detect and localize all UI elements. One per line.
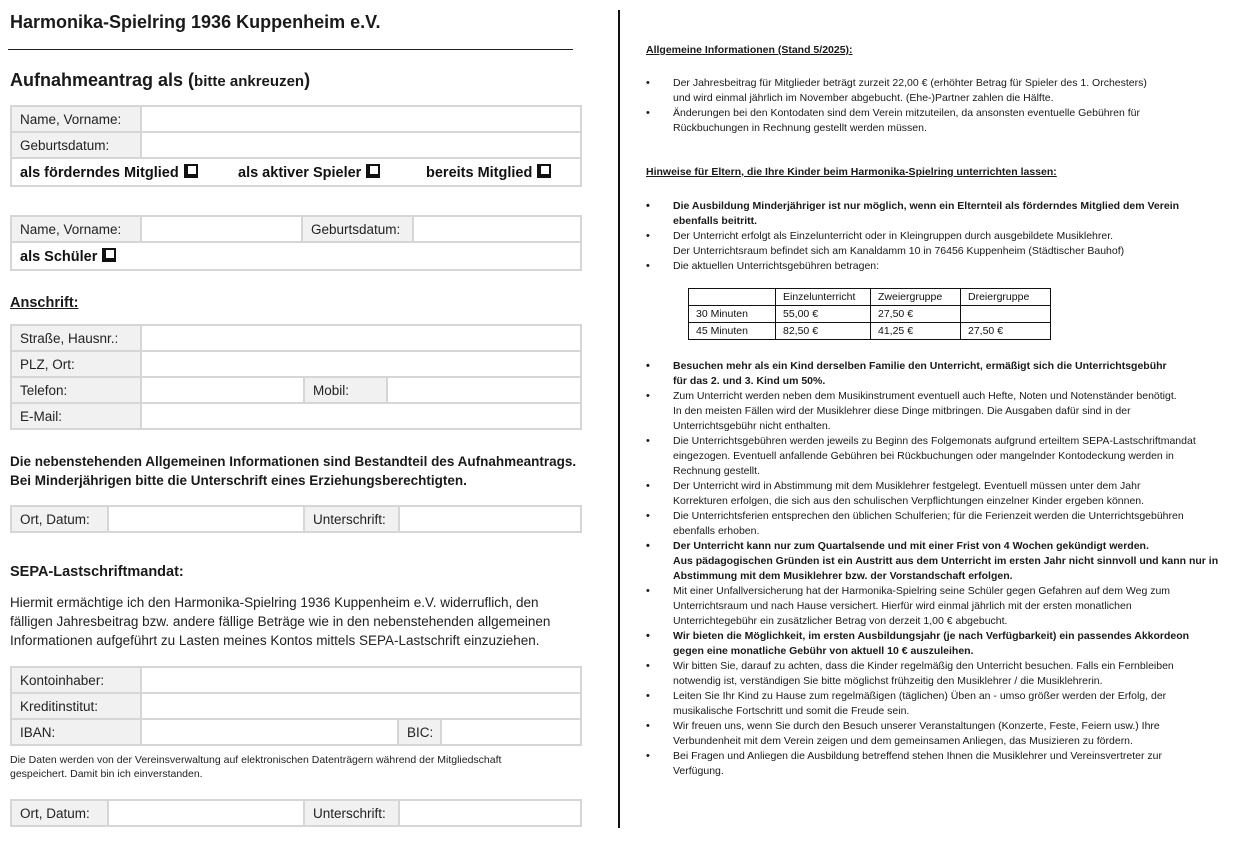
list-item: • Der Unterricht wird in Abstimmung mit dem Musiklehrer festgelegt. Eventuell müssen unter dem Jahr Korrekturen erfolgen, die sich aus den schulischen Verpflichtungen einzelner Kinder ergeben können. xyxy=(646,479,1231,509)
student-name-label: Name, Vorname: xyxy=(11,216,141,242)
phone-label: Telefon: xyxy=(11,377,141,403)
checkbox-icon[interactable] xyxy=(366,164,380,178)
option-student[interactable]: als Schüler xyxy=(20,248,116,265)
iban-label: IBAN: xyxy=(11,719,141,745)
bic-label: BIC: xyxy=(398,719,441,745)
parent-notes-list-bottom xyxy=(646,359,1231,779)
option-active-player[interactable]: als aktiver Spieler xyxy=(238,164,426,181)
checkbox-icon[interactable] xyxy=(184,164,198,178)
list-item: • Der Unterricht erfolgt als Einzelunterricht oder in Kleingruppen durch ausgebildete Musiklehrer. Der Unterrichtsraum befindet sich am Kanaldamm 10 in 76456 Kuppenheim (Städtischer Bauhof) xyxy=(646,229,1231,259)
privacy-notice: Die Daten werden von der Vereinsverwaltung auf elektronischen Datenträgern während der Mitgliedschaft gespeichert. Damit bin ich einverstanden. xyxy=(10,754,502,780)
checkbox-icon[interactable] xyxy=(537,164,551,178)
bank-field[interactable] xyxy=(141,693,581,719)
student-birthdate-field[interactable] xyxy=(413,216,581,242)
list-item: • Änderungen bei den Kontodaten sind dem Verein mitzuteilen, da ansonsten eventuelle Gebühren für Rückbuchungen in Rechnung gestellt werden müssen. xyxy=(646,106,1231,136)
list-item: • Die Unterrichtsgebühren werden jeweils zu Beginn des Folgemonats aufgrund erteiltem SEPA-Lastschriftmandat eingezogen. Eventuell anfallende Gebühren bei Rückbuchungen oder mangelnder Kontodeckung werden in Rechnung gestellt. xyxy=(646,434,1231,479)
student-birthdate-label: Geburtsdatum: xyxy=(302,216,413,242)
member-name-field[interactable] xyxy=(141,106,581,132)
street-label: Straße, Hausnr.: xyxy=(11,325,141,351)
list-item: • Die aktuellen Unterrichtsgebühren betragen: xyxy=(646,259,1231,274)
title-divider xyxy=(8,49,573,50)
sepa-place-date-label: Ort, Datum: xyxy=(11,800,108,826)
column-divider xyxy=(618,10,620,828)
table-row: 45 Minuten 82,50 € 41,25 € 27,50 € xyxy=(689,323,1051,340)
mobile-field[interactable] xyxy=(387,377,581,403)
account-holder-field[interactable] xyxy=(141,667,581,693)
address-table xyxy=(10,324,582,430)
bank-label: Kreditinstitut: xyxy=(11,693,141,719)
list-item: • Wir bieten die Möglichkeit, im ersten Ausbildungsjahr (je nach Verfügbarkeit) ein passendes Akkordeon gegen eine monatliche Gebühr von aktuell 10 € auszuleihen. xyxy=(646,629,1231,659)
bic-field[interactable] xyxy=(441,719,581,745)
account-holder-label: Kontoinhaber: xyxy=(11,667,141,693)
address-heading: Anschrift: xyxy=(10,295,79,311)
zip-city-label: PLZ, Ort: xyxy=(11,351,141,377)
student-option-row xyxy=(11,242,581,270)
sepa-place-date-field[interactable] xyxy=(108,800,304,826)
fee-table-header: Einzelunterricht Zweiergruppe Dreiergruppe xyxy=(689,289,1051,306)
consent-signature-table xyxy=(10,505,582,533)
general-info-list xyxy=(646,76,1231,136)
parent-notes-list-top xyxy=(646,199,1231,274)
general-info-heading: Allgemeine Informationen (Stand 5/2025): xyxy=(646,44,853,56)
membership-options-row xyxy=(11,158,581,186)
list-item: • Wir bitten Sie, darauf zu achten, dass die Kinder regelmäßig den Unterricht besuchen. Falls ein Fernbleiben notwendig ist, verständigen Sie bitte möglichst frühzeitig den Musiklehrer / die Musiklehrerin. xyxy=(646,659,1231,689)
sepa-mandate-text: Hiermit ermächtige ich den Harmonika-Spielring 1936 Kuppenheim e.V. widerruflich, den fälligen Jahresbeitrag bzw. andere fällige Beträge wie in den nebenstehenden allgemeinen Informationen aufgeführt zu Lasten meines Kontos mittels SEPA-Lastschrift einzuziehen. xyxy=(10,595,551,648)
sepa-signature-field[interactable] xyxy=(399,800,581,826)
list-item: • Die Unterrichtsferien entsprechen den üblichen Schulferien; für die Ferienzeit werden die Unterrichtsgebühren ebenfalls erhoben. xyxy=(646,509,1231,539)
application-heading: Aufnahmeantrag als (bitte ankreuzen) xyxy=(10,70,311,90)
list-item: • Der Unterricht kann nur zum Quartalsende und mit einer Frist von 4 Wochen gekündigt werden. Aus pädagogischen Gründen ist ein Austritt aus dem Unterricht im ersten Jahr nicht sinnvoll und kann nur in Abstimmung mit dem Musiklehrer bzw. der Vorstandschaft erfolgen. xyxy=(646,539,1231,584)
street-field[interactable] xyxy=(141,325,581,351)
member-form-table xyxy=(10,105,582,187)
consent-signature-label: Unterschrift: xyxy=(304,506,399,532)
consent-place-date-field[interactable] xyxy=(108,506,304,532)
email-label: E-Mail: xyxy=(11,403,141,429)
consent-text: Die nebenstehenden Allgemeinen Informationen sind Bestandteil des Aufnahmeantrags. Bei Minderjährigen bitte die Unterschrift eines Erziehungsberechtigten. xyxy=(10,454,577,488)
bank-details-table xyxy=(10,666,582,746)
list-item: • Besuchen mehr als ein Kind derselben Familie den Unterricht, ermäßigt sich die Unterrichtsgebühr für das 2. und 3. Kind um 50%. xyxy=(646,359,1231,389)
consent-signature-field[interactable] xyxy=(399,506,581,532)
list-item: • Mit einer Unfallversicherung hat der Harmonika-Spielring seine Schüler gegen Gefahren auf dem Weg zum Unterrichtsraum und nach Hause versichert. Hierfür wird einmal jährlich mit der ersten monatlichen Unterrichtegebühr ein zusätzlicher Betrag von derzeit 1,00 € abgebucht. xyxy=(646,584,1231,629)
member-birthdate-label: Geburtsdatum: xyxy=(11,132,141,158)
phone-field[interactable] xyxy=(141,377,304,403)
mobile-label: Mobil: xyxy=(304,377,387,403)
application-hint: bitte ankreuzen xyxy=(194,73,305,90)
list-item: • Die Ausbildung Minderjähriger ist nur möglich, wenn ein Elternteil als förderndes Mitglied dem Verein ebenfalls beitritt. xyxy=(646,199,1231,229)
list-item: • Leiten Sie Ihr Kind zu Hause zum regelmäßigen (täglichen) Üben an - umso größer werden der Erfolg, der musikalische Fortschritt und somit die Freude sein. xyxy=(646,689,1231,719)
option-supporting-member[interactable]: als förderndes Mitglied xyxy=(20,164,238,181)
student-form-table xyxy=(10,215,582,271)
club-title: Harmonika-Spielring 1936 Kuppenheim e.V. xyxy=(10,12,381,32)
iban-field[interactable] xyxy=(141,719,398,745)
list-item: • Der Jahresbeitrag für Mitglieder beträgt zurzeit 22,00 € (erhöhter Betrag für Spieler des 1. Orchesters) und wird einmal jährlich im November abgebucht. (Ehe-)Partner zahlen die Hälfte. xyxy=(646,76,1231,106)
consent-place-date-label: Ort, Datum: xyxy=(11,506,108,532)
member-birthdate-field[interactable] xyxy=(141,132,581,158)
sepa-signature-table xyxy=(10,799,582,827)
sepa-heading: SEPA-Lastschriftmandat: xyxy=(10,564,184,580)
table-row: 30 Minuten 55,00 € 27,50 € xyxy=(689,306,1051,323)
parent-notes-heading: Hinweise für Eltern, die Ihre Kinder beim Harmonika-Spielring unterrichten lassen: xyxy=(646,166,1057,178)
list-item: • Wir freuen uns, wenn Sie durch den Besuch unserer Veranstaltungen (Konzerte, Feste, Feiern usw.) Ihre Verbundenheit mit dem Verein zeigen und dem gemeinsamen Anliegen, das Musizieren zu fördern. xyxy=(646,719,1231,749)
sepa-signature-label: Unterschrift: xyxy=(304,800,399,826)
option-existing-member[interactable]: bereits Mitglied xyxy=(426,164,551,181)
member-name-label: Name, Vorname: xyxy=(11,106,141,132)
student-name-field[interactable] xyxy=(141,216,302,242)
email-field[interactable] xyxy=(141,403,581,429)
list-item: • Bei Fragen und Anliegen die Ausbildung betreffend stehen Ihnen die Musiklehrer und Vereinsvertreter zur Verfügung. xyxy=(646,749,1231,779)
list-item: • Zum Unterricht werden neben dem Musikinstrument eventuell auch Hefte, Noten und Notenständer benötigt. In den meisten Fällen wird der Musiklehrer diese Dinge mitbringen. Die Ausgaben dafür sind in der Unterrichtsgebühr nicht enthalten. xyxy=(646,389,1231,434)
fee-table xyxy=(688,288,1051,340)
zip-city-field[interactable] xyxy=(141,351,581,377)
checkbox-icon[interactable] xyxy=(102,248,116,262)
